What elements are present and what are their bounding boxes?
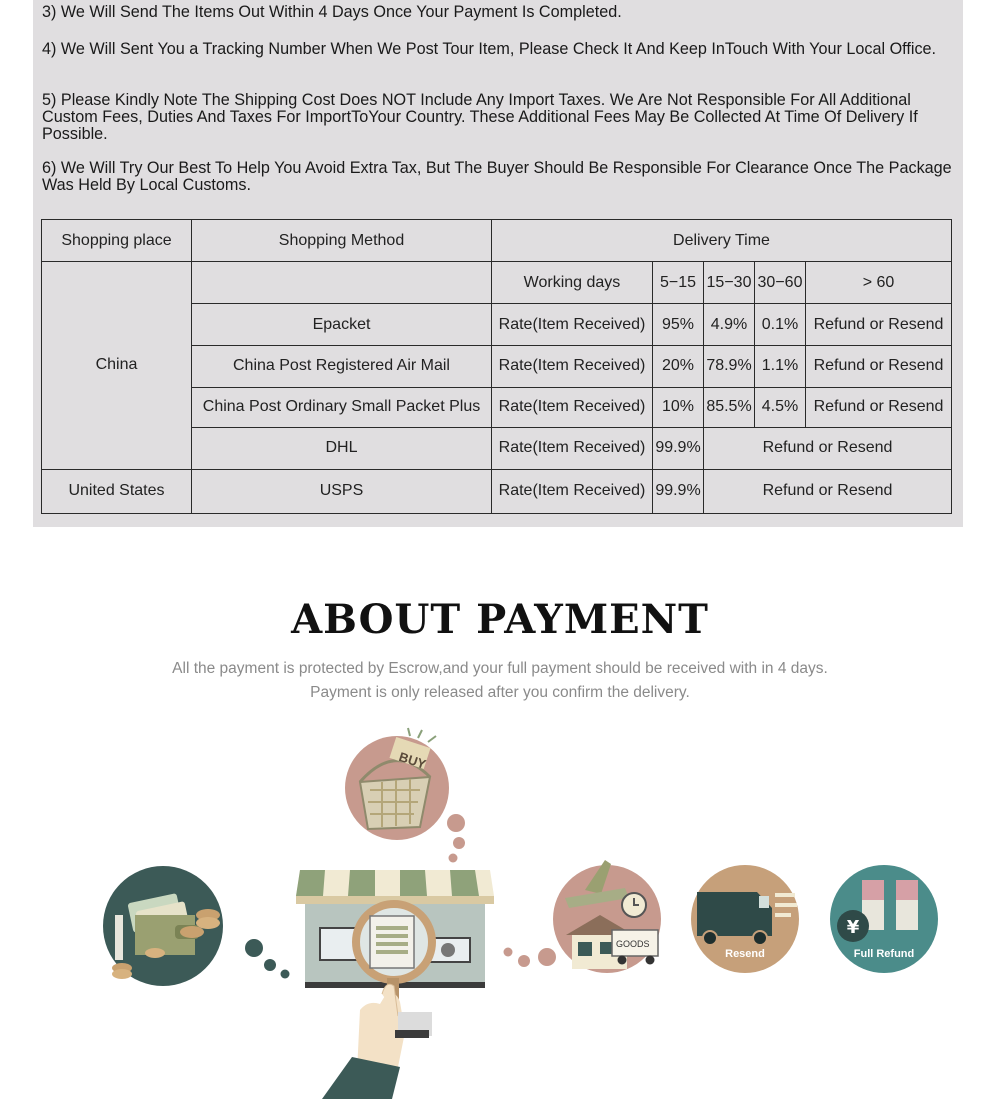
- goods-label: GOODS: [616, 939, 650, 949]
- header-delivery-time: Delivery Time: [492, 220, 952, 262]
- resend-label: Resend: [725, 948, 765, 960]
- table-header-row: [42, 220, 952, 262]
- cell-rate-label: Rate(Item Received): [492, 427, 653, 469]
- resend-van-icon: [691, 865, 799, 973]
- note-6: 6) We Will Try Our Best To Help You Avoid Extra Tax, But The Buyer Should Be Responsible For Clearance Once The Package Was Held By Local Customs.: [42, 159, 952, 194]
- header-shopping-place: Shopping place: [42, 220, 192, 262]
- buy-label: BUY: [397, 749, 428, 772]
- cell-empty: [192, 262, 492, 304]
- note-4: 4) We Will Sent You a Tracking Number When We Post Tour Item, Please Check It And Keep InTouch With Your Local Office.: [42, 40, 937, 58]
- shopping-basket-icon: [345, 728, 449, 840]
- about-payment-line-2: Payment is only released after you confirm the delivery.: [310, 684, 690, 701]
- cell-value: 4.9%: [704, 304, 755, 346]
- cell-days-over-60: > 60: [806, 262, 952, 304]
- cell-value: 20%: [653, 346, 704, 387]
- cell-method: Epacket: [192, 304, 492, 346]
- shipping-table: [41, 219, 952, 514]
- dots-connector-top: [447, 814, 465, 863]
- cell-place-china: China: [42, 262, 192, 470]
- cell-value: 99.9%: [653, 469, 704, 513]
- cell-method: China Post Ordinary Small Packet Plus: [192, 387, 492, 427]
- payment-flow-illustration: [0, 720, 1000, 1099]
- cell-method: DHL: [192, 427, 492, 469]
- about-payment-title: ABOUT PAYMENT: [291, 596, 709, 643]
- cell-value: Refund or Resend: [704, 469, 952, 513]
- header-shopping-method: Shopping Method: [192, 220, 492, 262]
- cell-value: 95%: [653, 304, 704, 346]
- yuan-icon: ¥: [846, 917, 860, 938]
- note-5: 5) Please Kindly Note The Shipping Cost Does NOT Include Any Import Taxes. We Are Not Responsible For All Additional Custom Fees, Duties And Taxes For ImportToYour Country. These Additional Fees May Be Collected At Time Of Delivery If Possible.: [42, 91, 918, 143]
- dots-connector-left: [245, 939, 290, 979]
- cell-working-days: Working days: [492, 262, 653, 304]
- cell-value: Refund or Resend: [806, 387, 952, 427]
- cell-value: 78.9%: [704, 346, 755, 387]
- cell-value: Refund or Resend: [806, 346, 952, 387]
- shipping-notice-panel: [33, 0, 963, 527]
- cell-days-15-30: 15−30: [704, 262, 755, 304]
- table-subheader-row: [42, 262, 952, 304]
- cell-rate-label: Rate(Item Received): [492, 346, 653, 387]
- cell-value: 99.9%: [653, 427, 704, 469]
- cell-days-30-60: 30−60: [755, 262, 806, 304]
- hand-icon: [322, 984, 432, 1099]
- cell-value: 4.5%: [755, 387, 806, 427]
- cell-value: Refund or Resend: [806, 304, 952, 346]
- cell-value: 1.1%: [755, 346, 806, 387]
- note-3: 3) We Will Send The Items Out Within 4 Days Once Your Payment Is Completed.: [42, 3, 622, 21]
- dots-connector-right: [504, 948, 557, 968]
- table-row: [42, 469, 952, 513]
- about-payment-line-1: All the payment is protected by Escrow,and your full payment should be received with in 4 days.: [172, 660, 828, 677]
- cell-value: Refund or Resend: [704, 427, 952, 469]
- money-icon: [103, 866, 223, 986]
- cell-method: China Post Registered Air Mail: [192, 346, 492, 387]
- cell-value: 10%: [653, 387, 704, 427]
- cell-value: 0.1%: [755, 304, 806, 346]
- cell-days-5-15: 5−15: [653, 262, 704, 304]
- cell-rate-label: Rate(Item Received): [492, 387, 653, 427]
- full-refund-label: Full Refund: [853, 948, 915, 960]
- cell-method: USPS: [192, 469, 492, 513]
- cell-rate-label: Rate(Item Received): [492, 304, 653, 346]
- cell-value: 85.5%: [704, 387, 755, 427]
- delivery-icon: [553, 860, 661, 973]
- cell-place-united-states: United States: [42, 469, 192, 513]
- full-refund-icon: [830, 865, 938, 973]
- cell-rate-label: Rate(Item Received): [492, 469, 653, 513]
